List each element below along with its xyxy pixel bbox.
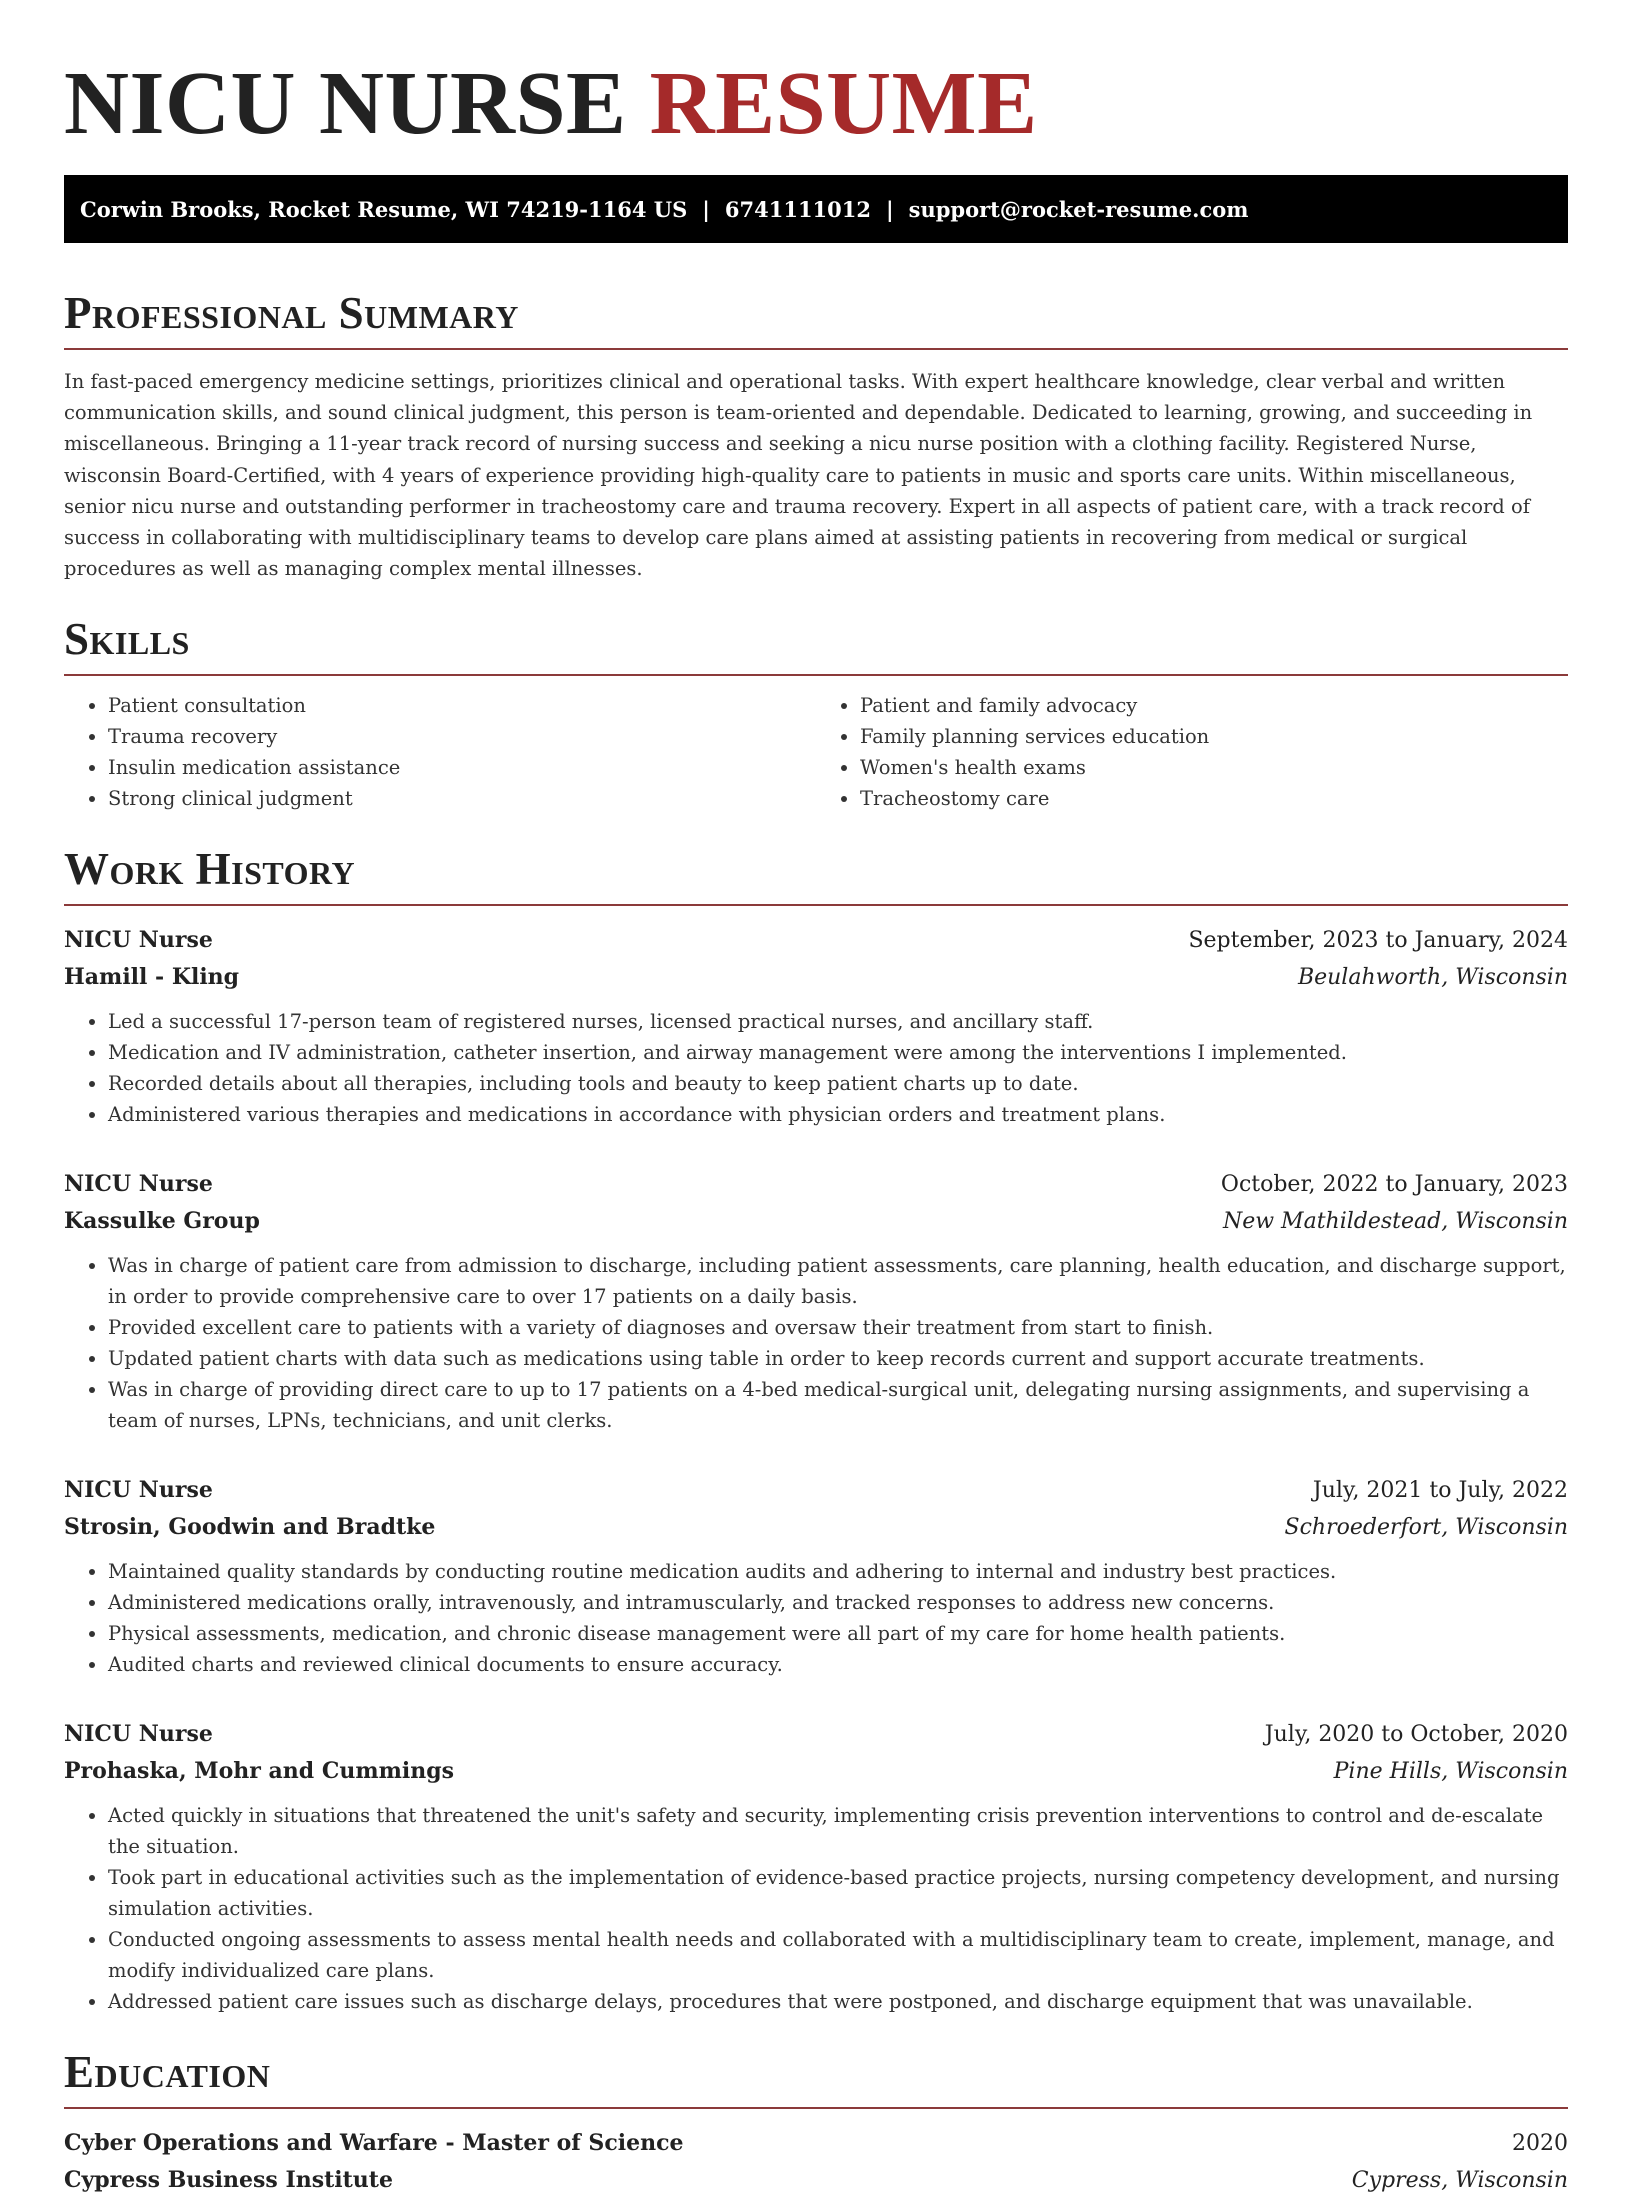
job-dates: October, 2022 to January, 2023 [1220,1172,1568,1198]
job-bullet: • Led a successful 17-person team of registered nurses, licensed practical nurses, and ancillary staff. [108,1006,1568,1037]
job-title: NICU Nurse [64,927,213,954]
job-company: Kassulke Group [64,1208,260,1235]
job-bullet: • Provided excellent care to patients with a variety of diagnoses and oversaw their treatment from start to finish. [108,1312,1568,1343]
job-location: Schroederfort, Wisconsin [1284,1515,1568,1541]
job-entry [64,1716,1568,2017]
summary-heading: Professional Summary [64,288,1568,350]
job-company-row [64,959,1568,996]
job-bullet: • Addressed patient care issues such as discharge delays, procedures that were postponed, and discharge equipment that was unavailable. [108,1986,1568,2017]
title-accent: RESUME [649,54,1038,153]
job-bullet: • Conducted ongoing assessments to assess mental health needs and collaborated with a multidisciplinary team to create, implement, manage, and modify individualized care plans. [108,1924,1568,1986]
contact-bar [64,175,1568,243]
job-company: Prohaska, Mohr and Cummings [64,1758,455,1785]
skill-item: • Strong clinical judgment [108,783,816,814]
skills-column-left [64,690,816,814]
education-school: Cypress Business Institute [64,2167,393,2194]
job-bullet: • Was in charge of patient care from admission to discharge, including patient assessments, care planning, health education, and discharge support, in order to provide comprehensive care to over 17 patients on a daily basis. [108,1250,1568,1312]
page-title [64,54,1568,153]
job-dates: July, 2021 to July, 2022 [1312,1478,1568,1504]
work-history-heading: Work History [64,844,1568,906]
summary-text: In fast-paced emergency medicine settings, prioritizes clinical and operational tasks. With expert healthcare knowledge, clear verbal and written communication skills, and sound clinical judgment, this person is team-oriented and dependable. Dedicated to learning, growing, and succeeding in miscellaneous. Bringing a 11-year track record of nursing success and seeking a nicu nurse position with a clothing facility. Registered Nurse, wisconsin Board-Certified, with 4 years of experience providing high-quality care to patients in music and sports care units. Within miscellaneous, senior nicu nurse and outstanding performer in tracheostomy care and trauma recovery. Expert in all aspects of patient care, with a track record of success in collaborating with multidisciplinary teams to develop care plans aimed at assisting patients in recovering from medical or surgical procedures as well as managing complex mental illnesses. [64,370,1533,581]
job-title-row [64,1716,1568,1753]
contact-address: Corwin Brooks, Rocket Resume, WI 74219-1164 US [80,196,688,222]
job-entry [64,1472,1568,1680]
skills-column-right [816,690,1568,814]
education-school-row [64,2162,1568,2199]
job-bullet: • Acted quickly in situations that threatened the unit's safety and security, implementing crisis prevention interventions to control and de-escalate the situation. [108,1800,1568,1862]
skill-item: • Family planning services education [860,721,1568,752]
education-section [64,2047,1568,2199]
skill-item: • Trauma recovery [108,721,816,752]
job-entry [64,1166,1568,1436]
job-bullet: • Took part in educational activities such as the implementation of evidence-based practice projects, nursing competency development, and nursing simulation activities. [108,1862,1568,1924]
education-entry [64,2125,1568,2199]
job-title: NICU Nurse [64,1171,213,1198]
education-heading: Education [64,2047,1568,2109]
job-bullets [64,1556,1568,1680]
work-history-section [64,844,1568,2017]
job-location: Beulahworth, Wisconsin [1297,965,1568,991]
job-bullet: • Maintained quality standards by conducting routine medication audits and adhering to internal and industry best practices. [108,1556,1568,1587]
job-location: New Mathildestead, Wisconsin [1222,1209,1568,1235]
job-bullet: • Administered medications orally, intravenously, and intramuscularly, and tracked responses to address new concerns. [108,1587,1568,1618]
skill-item: • Insulin medication assistance [108,752,816,783]
job-bullet: • Recorded details about all therapies, including tools and beauty to keep patient charts up to date. [108,1068,1568,1099]
skills-section [64,614,1568,814]
summary-section [64,288,1568,584]
job-company-row [64,1753,1568,1790]
contact-phone: 6741111012 [724,196,872,222]
job-bullet: • Physical assessments, medication, and chronic disease management were all part of my care for home health patients. [108,1618,1568,1649]
job-bullets [64,1800,1568,2017]
skill-item: • Tracheostomy care [860,783,1568,814]
education-degree-row [64,2125,1568,2162]
title-main: NICU NURSE [64,54,627,153]
skills-list [64,690,1568,814]
job-company: Strosin, Goodwin and Bradtke [64,1514,436,1541]
job-bullets [64,1250,1568,1436]
job-location: Pine Hills, Wisconsin [1333,1759,1568,1785]
skills-heading: Skills [64,614,1568,676]
contact-email: support@rocket-resume.com [908,196,1249,222]
contact-separator: | [886,196,894,222]
job-dates: July, 2020 to October, 2020 [1264,1722,1568,1748]
skill-item: • Patient and family advocacy [860,690,1568,721]
job-title-row [64,922,1568,959]
job-title: NICU Nurse [64,1721,213,1748]
job-title: NICU Nurse [64,1477,213,1504]
contact-separator: | [702,196,710,222]
skill-item: • Patient consultation [108,690,816,721]
job-company-row [64,1509,1568,1546]
job-bullet: • Audited charts and reviewed clinical documents to ensure accuracy. [108,1649,1568,1680]
job-bullet: • Administered various therapies and medications in accordance with physician orders and treatment plans. [108,1099,1568,1130]
job-company: Hamill - Kling [64,964,240,991]
job-bullets [64,1006,1568,1130]
job-title-row [64,1472,1568,1509]
job-entry [64,922,1568,1130]
job-bullet: • Was in charge of providing direct care to up to 17 patients on a 4-bed medical-surgical unit, delegating nursing assignments, and supervising a team of nurses, LPNs, technicians, and unit clerks. [108,1374,1568,1436]
job-title-row [64,1166,1568,1203]
job-bullet: • Updated patient charts with data such as medications using table in order to keep records current and support accurate treatments. [108,1343,1568,1374]
education-year: 2020 [1512,2131,1568,2157]
job-company-row [64,1203,1568,1240]
skill-item: • Women's health exams [860,752,1568,783]
job-bullet: • Medication and IV administration, catheter insertion, and airway management were among the interventions I implemented. [108,1037,1568,1068]
job-dates: September, 2023 to January, 2024 [1188,928,1568,954]
education-degree: Cyber Operations and Warfare - Master of Science [64,2130,684,2157]
education-location: Cypress, Wisconsin [1351,2168,1568,2194]
